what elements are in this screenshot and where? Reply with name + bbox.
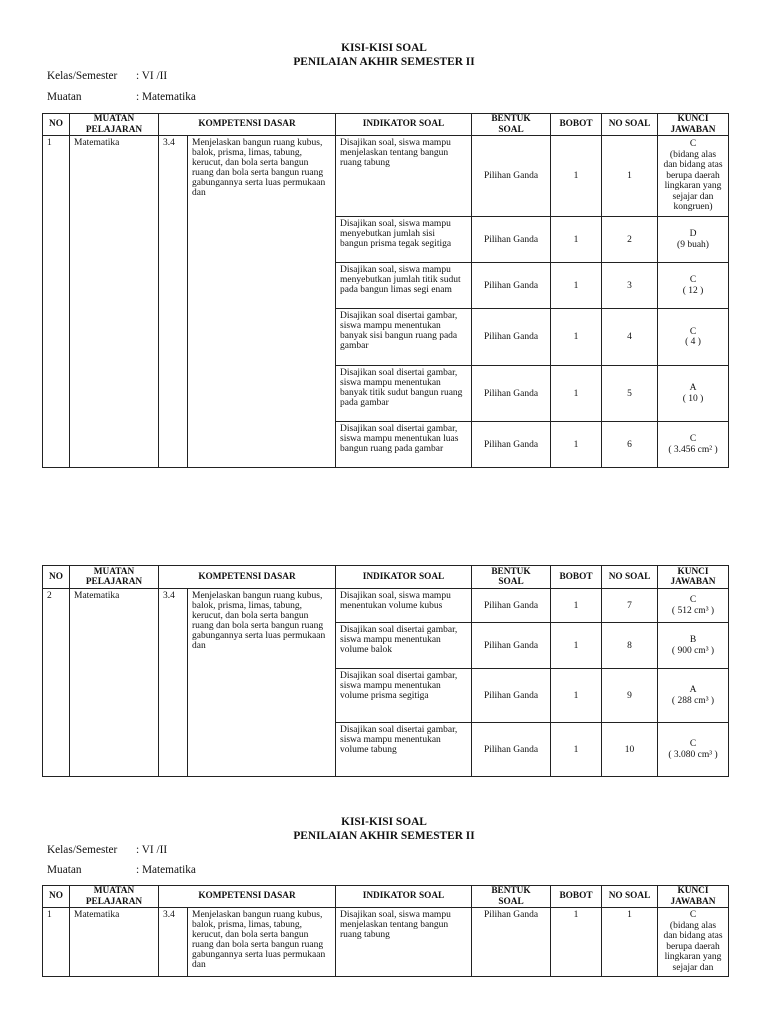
col-header-indikator-soal [336,566,472,589]
col-header-indikator-soal-label: INDIKATOR SOAL [362,891,445,902]
no-soal-cell [602,723,658,777]
kunci-jawaban-detail: ( 12 ) [682,285,704,296]
no-soal-text: 1 [627,171,632,181]
bentuk-soal-text: Pilihan Ganda [483,234,539,245]
kunci-jawaban-letter: C [689,434,697,444]
col-header-no [43,886,70,908]
bobot-cell [551,217,602,263]
no-soal-cell [602,263,658,309]
col-header-bobot-label: BOBOT [559,571,593,582]
subject-text: Matematika [74,591,120,601]
header-row [43,886,729,908]
kunci-jawaban-detail: ( 10 ) [682,393,704,404]
kd-number-cell [159,136,188,468]
row-number-cell [43,589,70,777]
kelas-semester-value: : VI /II [136,70,168,82]
kunci-jawaban-letter: C [689,910,697,920]
bobot-text: 1 [573,744,579,755]
col-header-no-soal-label: NO SOAL [608,571,651,582]
indikator-cell [336,366,472,422]
kd-description-text: Menjelaskan bangun ruang kubus, balok, prisma, limas, tabung, kerucut, dan bola serta bangun ruang dan bola serta bangun ruang gabungannya serta luas permukaan dan [192,591,326,651]
bentuk-soal-cell [472,589,551,623]
kisi-kisi-table [42,885,729,977]
col-header-no-soal [602,886,658,908]
col-header-kunci-jawaban-label: KUNCI JAWABAN [670,886,716,907]
kunci-jawaban-letter: C [689,595,697,605]
bentuk-soal-cell [472,908,551,977]
col-header-no-soal [602,566,658,589]
document-title: KISI-KISI SOAL [341,816,427,828]
kunci-jawaban-letter: D [689,229,697,239]
bobot-cell [551,723,602,777]
no-soal-text: 3 [627,280,632,291]
table-row [43,136,729,217]
kunci-jawaban-letter: A [689,383,697,393]
bentuk-soal-text: Pilihan Ganda [483,439,539,450]
kd-description-cell [188,589,336,777]
row-number-cell [43,908,70,977]
no-soal-text: 10 [624,744,635,755]
col-header-bentuk-soal [472,566,551,589]
subject-text: Matematika [74,910,120,920]
no-soal-cell [602,589,658,623]
kunci-jawaban-detail: (9 buah) [677,239,709,250]
table-header [43,114,729,136]
kd-number-cell [159,908,188,977]
table-header [43,566,729,589]
kisi-kisi-table [42,113,729,468]
kunci-jawaban-cell [658,422,729,468]
bentuk-soal-cell [472,309,551,366]
kd-description-text: Menjelaskan bangun ruang kubus, balok, prisma, limas, tabung, kerucut, dan bola serta bangun ruang dan bola serta bangun ruang gabungannya serta luas permukaan dan [192,910,326,970]
bentuk-soal-text: Pilihan Ganda [483,640,539,651]
col-header-no-soal-label: NO SOAL [608,891,651,902]
col-header-kompetensi-dasar [159,114,336,136]
header-row [43,566,729,589]
indikator-cell [336,723,472,777]
bobot-text: 1 [573,388,579,399]
bentuk-soal-text: Pilihan Ganda [483,600,539,611]
col-header-kunci-jawaban [658,566,729,589]
kunci-jawaban-detail: ( 3.080 cm³ ) [668,749,718,760]
col-header-indikator-soal [336,114,472,136]
bentuk-soal-text: Pilihan Ganda [483,280,539,291]
bobot-cell [551,623,602,669]
bobot-text: 1 [573,171,579,181]
no-soal-cell [602,908,658,977]
col-header-indikator-soal-label: INDIKATOR SOAL [362,571,445,582]
document-header [0,41,768,104]
bobot-text: 1 [573,910,579,920]
table-row [43,589,729,623]
col-header-bentuk-soal [472,886,551,908]
indikator-cell [336,908,472,977]
table-body [43,908,729,977]
col-header-kunci-jawaban-label: KUNCI JAWABAN [670,566,716,587]
kunci-jawaban-cell [658,589,729,623]
col-header-no [43,114,70,136]
no-soal-text: 4 [627,332,632,342]
bentuk-soal-text: Pilihan Ganda [483,744,539,755]
col-header-bentuk-soal-label: BENTUK SOAL [491,566,531,587]
row-number-text: 1 [47,138,52,148]
col-header-kompetensi-dasar [159,886,336,908]
col-header-no-soal-label: NO SOAL [608,119,651,130]
bobot-cell [551,669,602,723]
indikator-text: Disajikan soal disertai gambar, siswa mampu menentukan banyak sisi bangun ruang pada gambar [340,311,458,351]
col-header-bentuk-soal [472,114,551,136]
kd-number-cell [159,589,188,777]
no-soal-cell [602,136,658,217]
kelas-semester-row [0,69,768,83]
col-header-indikator-soal-label: INDIKATOR SOAL [362,119,445,130]
kunci-jawaban-cell [658,263,729,309]
col-header-muatan-pelajaran-label: MUATAN PELAJARAN [85,566,143,587]
indikator-text: Disajikan soal disertai gambar, siswa mampu menentukan volume prisma segitiga [340,671,458,701]
no-soal-cell [602,217,658,263]
kunci-jawaban-letter: A [689,685,697,695]
indikator-text: Disajikan soal, siswa mampu menjelaskan tentang bangun ruang tabung [340,138,451,168]
no-soal-text: 5 [627,388,632,399]
table-body [43,136,729,468]
col-header-indikator-soal [336,886,472,908]
bentuk-soal-cell [472,136,551,217]
row-number-text: 1 [47,910,52,920]
indikator-text: Disajikan soal, siswa mampu menyebutkan jumlah titik sudut pada bangun limas segi enam [340,265,461,295]
subject-cell [70,589,159,777]
indikator-text: Disajikan soal disertai gambar, siswa mampu menentukan volume balok [340,625,458,655]
kunci-jawaban-detail: ( 3.456 cm² ) [668,444,718,455]
kd-number-text: 3.4 [163,910,175,920]
col-header-kompetensi-dasar-label: KOMPETENSI DASAR [198,891,296,902]
bobot-cell [551,589,602,623]
kd-number-text: 3.4 [163,591,175,601]
indikator-cell [336,669,472,723]
kunci-jawaban-detail: ( 4 ) [685,337,701,347]
no-soal-text: 2 [627,234,632,245]
indikator-cell [336,217,472,263]
col-header-bobot [551,886,602,908]
indikator-text: Disajikan soal disertai gambar, siswa mampu menentukan banyak titik sudut bangun ruang pada gambar [340,368,463,408]
kd-description-text: Menjelaskan bangun ruang kubus, balok, prisma, limas, tabung, kerucut, dan bola serta bangun ruang dan bola serta bangun ruang gabungannya serta luas permukaan dan [192,138,326,198]
col-header-kunci-jawaban-label: KUNCI JAWABAN [670,114,716,135]
kelas-semester-row [0,843,768,857]
document-title: KISI-KISI SOAL [341,42,427,54]
table-row [43,908,729,977]
no-soal-text: 7 [627,600,632,611]
indikator-cell [336,589,472,623]
kisi-kisi-table-1 [42,113,728,468]
muatan-label: Muatan [47,864,82,876]
bobot-text: 1 [573,690,579,701]
header-row [43,114,729,136]
bobot-text: 1 [573,640,579,651]
bentuk-soal-text: Pilihan Ganda [483,690,539,701]
kunci-jawaban-detail: ( 288 cm³ ) [671,695,715,706]
indikator-cell [336,422,472,468]
kunci-jawaban-cell [658,136,729,217]
kunci-jawaban-cell [658,623,729,669]
subject-cell [70,908,159,977]
bobot-text: 1 [573,234,579,245]
no-soal-cell [602,623,658,669]
no-soal-cell [602,366,658,422]
col-header-kompetensi-dasar [159,566,336,589]
row-number-cell [43,136,70,468]
kunci-jawaban-cell [658,669,729,723]
kunci-jawaban-detail: (bidang alas dan bidang atas berupa daerah lingkaran yang sejajar dan [663,920,723,973]
bentuk-soal-text: Pilihan Ganda [483,171,539,181]
no-soal-text: 9 [627,690,632,701]
muatan-label: Muatan [47,91,82,103]
bentuk-soal-cell [472,263,551,309]
kunci-jawaban-letter: C [689,739,697,749]
col-header-muatan-pelajaran [70,886,159,908]
bobot-cell [551,366,602,422]
indikator-text: Disajikan soal disertai gambar, siswa mampu menentukan volume tabung [340,725,458,755]
col-header-kunci-jawaban [658,114,729,136]
kunci-jawaban-detail: (bidang alas dan bidang atas berupa daerah lingkaran yang sejajar dan kongruen) [663,149,723,213]
kunci-jawaban-detail: ( 512 cm³ ) [671,605,715,616]
col-header-bobot [551,566,602,589]
kunci-jawaban-detail: ( 900 cm³ ) [671,645,715,656]
kelas-semester-value: : VI /II [136,844,168,856]
col-header-bentuk-soal-label: BENTUK SOAL [491,114,531,135]
no-soal-cell [602,422,658,468]
bentuk-soal-cell [472,366,551,422]
bentuk-soal-cell [472,623,551,669]
bobot-cell [551,908,602,977]
bobot-cell [551,136,602,217]
subject-cell [70,136,159,468]
indikator-cell [336,263,472,309]
kunci-jawaban-cell [658,366,729,422]
bobot-text: 1 [573,600,579,611]
col-header-kompetensi-dasar-label: KOMPETENSI DASAR [198,571,296,582]
bobot-text: 1 [573,332,579,342]
no-soal-cell [602,669,658,723]
document-subtitle: PENILAIAN AKHIR SEMESTER II [293,830,475,842]
kelas-semester-label: Kelas/Semester [47,844,118,856]
bentuk-soal-cell [472,422,551,468]
kunci-jawaban-letter: C [689,139,697,150]
kisi-kisi-table-3 [42,885,728,977]
document-subtitle: PENILAIAN AKHIR SEMESTER II [293,56,475,68]
col-header-muatan-pelajaran-label: MUATAN PELAJARAN [85,114,143,135]
bentuk-soal-cell [472,723,551,777]
kisi-kisi-table-2 [42,565,728,777]
col-header-no-label: NO [49,891,63,902]
muatan-row [0,90,768,104]
bobot-text: 1 [573,280,579,291]
col-header-bentuk-soal-label: BENTUK SOAL [491,886,531,907]
row-number-text: 2 [47,591,52,601]
col-header-no-soal [602,114,658,136]
muatan-row [0,863,768,877]
kunci-jawaban-cell [658,217,729,263]
indikator-cell [336,623,472,669]
kd-description-cell [188,908,336,977]
indikator-text: Disajikan soal disertai gambar, siswa mampu menentukan luas bangun ruang pada gambar [340,424,459,454]
bobot-cell [551,263,602,309]
bobot-cell [551,309,602,366]
col-header-bobot-label: BOBOT [559,119,593,130]
kunci-jawaban-cell [658,908,729,977]
kelas-semester-label: Kelas/Semester [47,70,118,82]
bentuk-soal-text: Pilihan Ganda [483,910,539,920]
kisi-kisi-table [42,565,729,777]
kunci-jawaban-letter: C [689,275,697,285]
bentuk-soal-text: Pilihan Ganda [483,388,539,399]
table-body [43,589,729,777]
col-header-kompetensi-dasar-label: KOMPETENSI DASAR [198,119,296,130]
bobot-cell [551,422,602,468]
document-header-repeat [0,815,768,877]
no-soal-cell [602,309,658,366]
muatan-value: : Matematika [136,864,196,876]
bobot-text: 1 [573,439,579,450]
col-header-muatan-pelajaran [70,566,159,589]
col-header-bobot [551,114,602,136]
no-soal-text: 1 [627,910,632,920]
indikator-text: Disajikan soal, siswa mampu menjelaskan tentang bangun ruang tabung [340,910,451,940]
indikator-text: Disajikan soal, siswa mampu menyebutkan jumlah sisi bangun prisma tegak segitiga [340,219,452,249]
col-header-kunci-jawaban [658,886,729,908]
col-header-no-label: NO [49,571,63,582]
col-header-bobot-label: BOBOT [559,891,593,902]
kunci-jawaban-letter: C [689,326,697,337]
kunci-jawaban-letter: B [689,635,697,645]
subject-text: Matematika [74,138,120,148]
bentuk-soal-cell [472,669,551,723]
bentuk-soal-cell [472,217,551,263]
bentuk-soal-text: Pilihan Ganda [483,332,539,342]
muatan-value: : Matematika [136,91,196,103]
col-header-muatan-pelajaran [70,114,159,136]
col-header-no [43,566,70,589]
no-soal-text: 6 [627,439,632,450]
kunci-jawaban-cell [658,723,729,777]
indikator-text: Disajikan soal, siswa mampu menentukan volume kubus [340,591,451,611]
table-header [43,886,729,908]
kd-description-cell [188,136,336,468]
indikator-cell [336,309,472,366]
indikator-cell [336,136,472,217]
col-header-muatan-pelajaran-label: MUATAN PELAJARAN [85,886,143,907]
no-soal-text: 8 [627,640,632,651]
kd-number-text: 3.4 [163,138,175,148]
col-header-no-label: NO [49,119,63,130]
kunci-jawaban-cell [658,309,729,366]
